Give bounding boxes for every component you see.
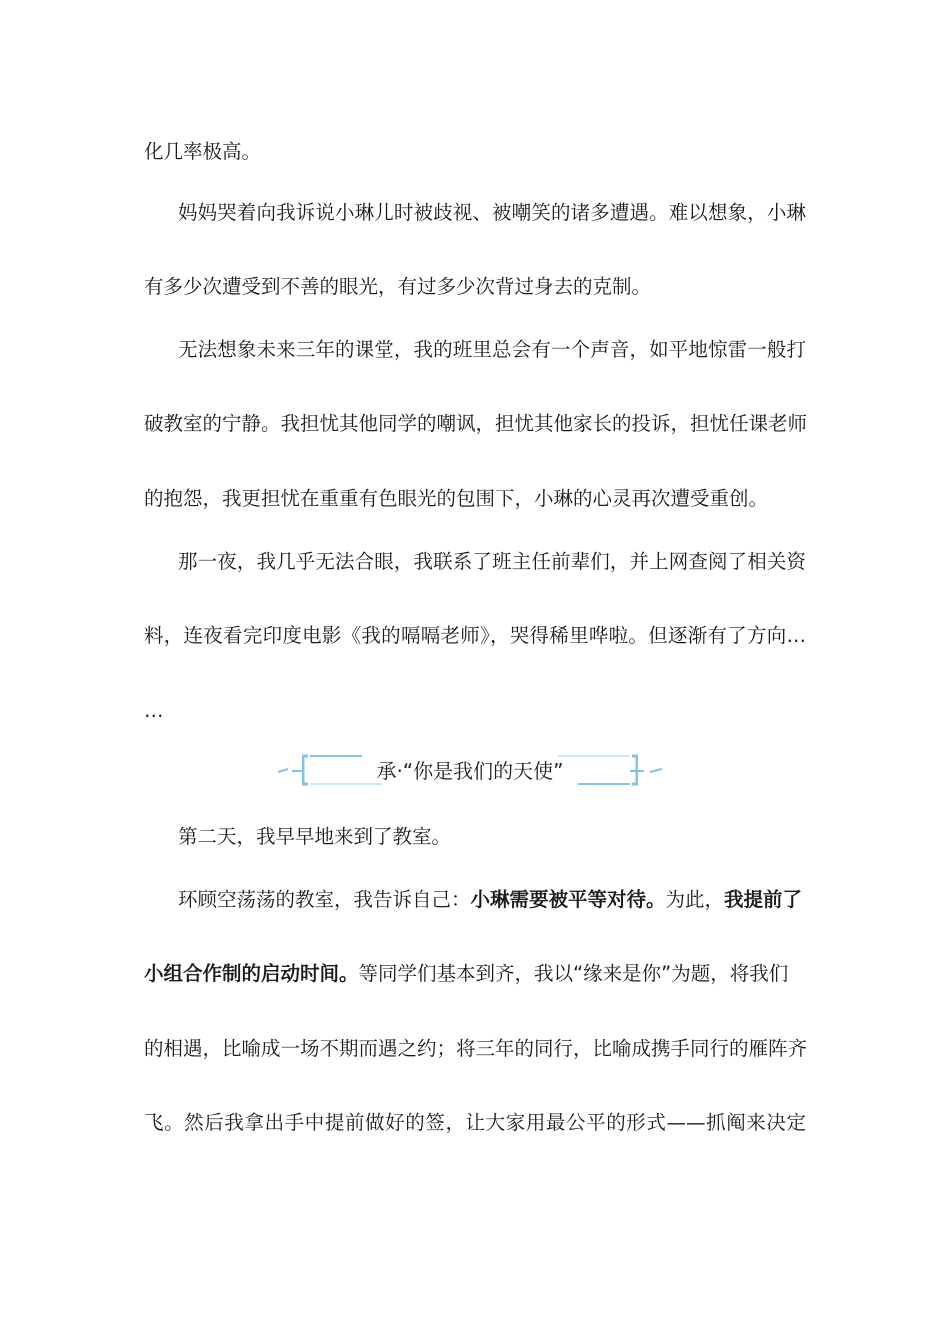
paragraph-line: 那一夜，我几乎无法合眼，我联系了班主任前辈们，并上网查阅了相关资: [178, 550, 806, 573]
paragraph-line: [178, 885, 802, 915]
text-span: 等同学们基本到齐，我以“缘来是你”为题，将我们: [358, 962, 789, 985]
paragraph-line: 飞。然后我拿出手中提前做好的签，让大家用最公平的形式——抓阄来决定: [144, 1111, 806, 1134]
emphasis-text: 小组合作制的启动时间。: [144, 962, 359, 985]
paragraph-line: 的抱怨，我更担忧在重重有色眼光的包围下，小琳的心灵再次遭受重创。: [144, 487, 769, 510]
section-banner: [276, 752, 664, 790]
emphasis-text: 我提前了: [724, 888, 803, 911]
paragraph-line: 无法想象未来三年的课堂，我的班里总会有一个声音，如平地惊雷一般打: [178, 338, 806, 361]
emphasis-text: 小琳需要被平等对待。: [470, 888, 666, 911]
paragraph-line: 第二天，我早早地来到了教室。: [178, 825, 452, 848]
paragraph-line: 化几率极高。: [144, 140, 262, 163]
paragraph-line: 料，连夜看完印度电影《我的嗝嗝老师》，哭得稀里哗啦。但逐渐有了方向…: [144, 624, 806, 647]
paragraph-line: …: [144, 699, 164, 722]
text-span: 环顾空荡荡的教室，我告诉自己：: [178, 888, 471, 911]
paragraph-line: 妈妈哭着向我诉说小琳儿时被歧视、被嘲笑的诸多遭遇。难以想象，小琳: [178, 201, 806, 224]
paragraph-line: 的相遇，比喻成一场不期而遇之约；将三年的同行，比喻成携手同行的雁阵齐: [144, 1037, 808, 1060]
text-span: 为此，: [665, 888, 725, 911]
paragraph-line: 破教室的宁静。我担忧其他同学的嘲讽，担忧其他家长的投诉，担忧任课老师: [144, 412, 808, 435]
section-title: 承·“你是我们的天使”: [376, 759, 564, 783]
paragraph-line: 有多少次遭受到不善的眼光，有过多少次背过身去的克制。: [144, 275, 652, 298]
paragraph-line: [144, 959, 788, 989]
